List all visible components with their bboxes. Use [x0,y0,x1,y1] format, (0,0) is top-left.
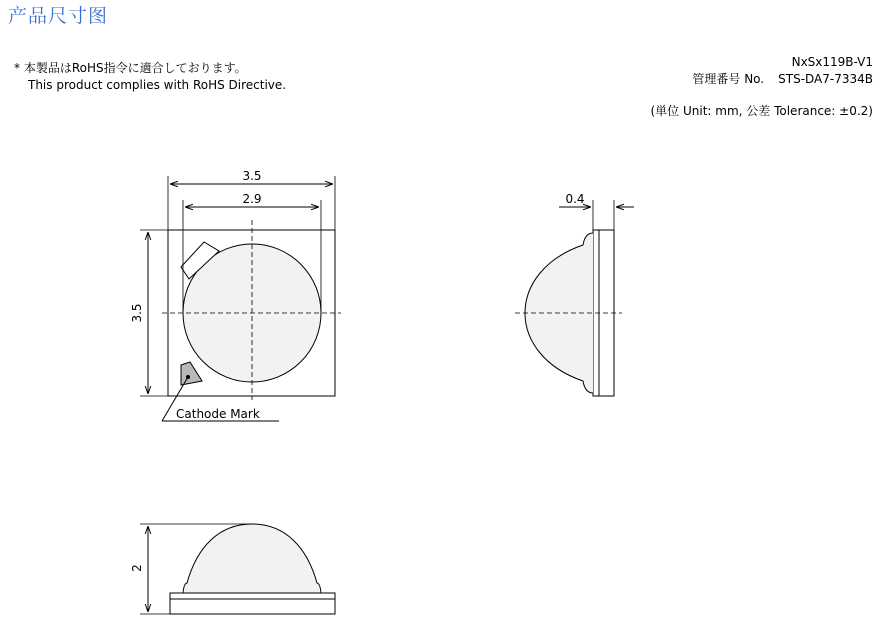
management-number-label: 管理番号 No. [692,72,765,86]
management-number-value: STS-DA7-7334B [778,72,873,86]
cathode-mark-label: Cathode Mark [176,407,260,421]
dim-label-top-height: 3.5 [130,303,144,323]
rohs-note-english: This product complies with RoHS Directive. [28,78,287,92]
rohs-note-japanese: * 本製品はRoHS指令に適合しております。 [14,61,247,75]
dim-label-top-width-outer: 3.5 [242,169,262,183]
dim-label-top-width-lens: 2.9 [242,192,262,206]
part-number: NxSx119B-V1 [791,55,873,69]
front-view [140,524,335,614]
dim-label-front-height: 2 [130,564,144,572]
cathode-mark-icon [181,362,202,385]
front-substrate [170,593,335,614]
unit-tolerance-note: (単位 Unit: mm, 公差 Tolerance: ±0.2) [650,104,873,118]
dim-label-side-thickness: 0.4 [565,192,585,206]
front-lens-profile [183,524,321,593]
top-view [140,176,341,421]
page-title: 产品尺寸图 [8,5,109,27]
side-view [515,200,634,396]
